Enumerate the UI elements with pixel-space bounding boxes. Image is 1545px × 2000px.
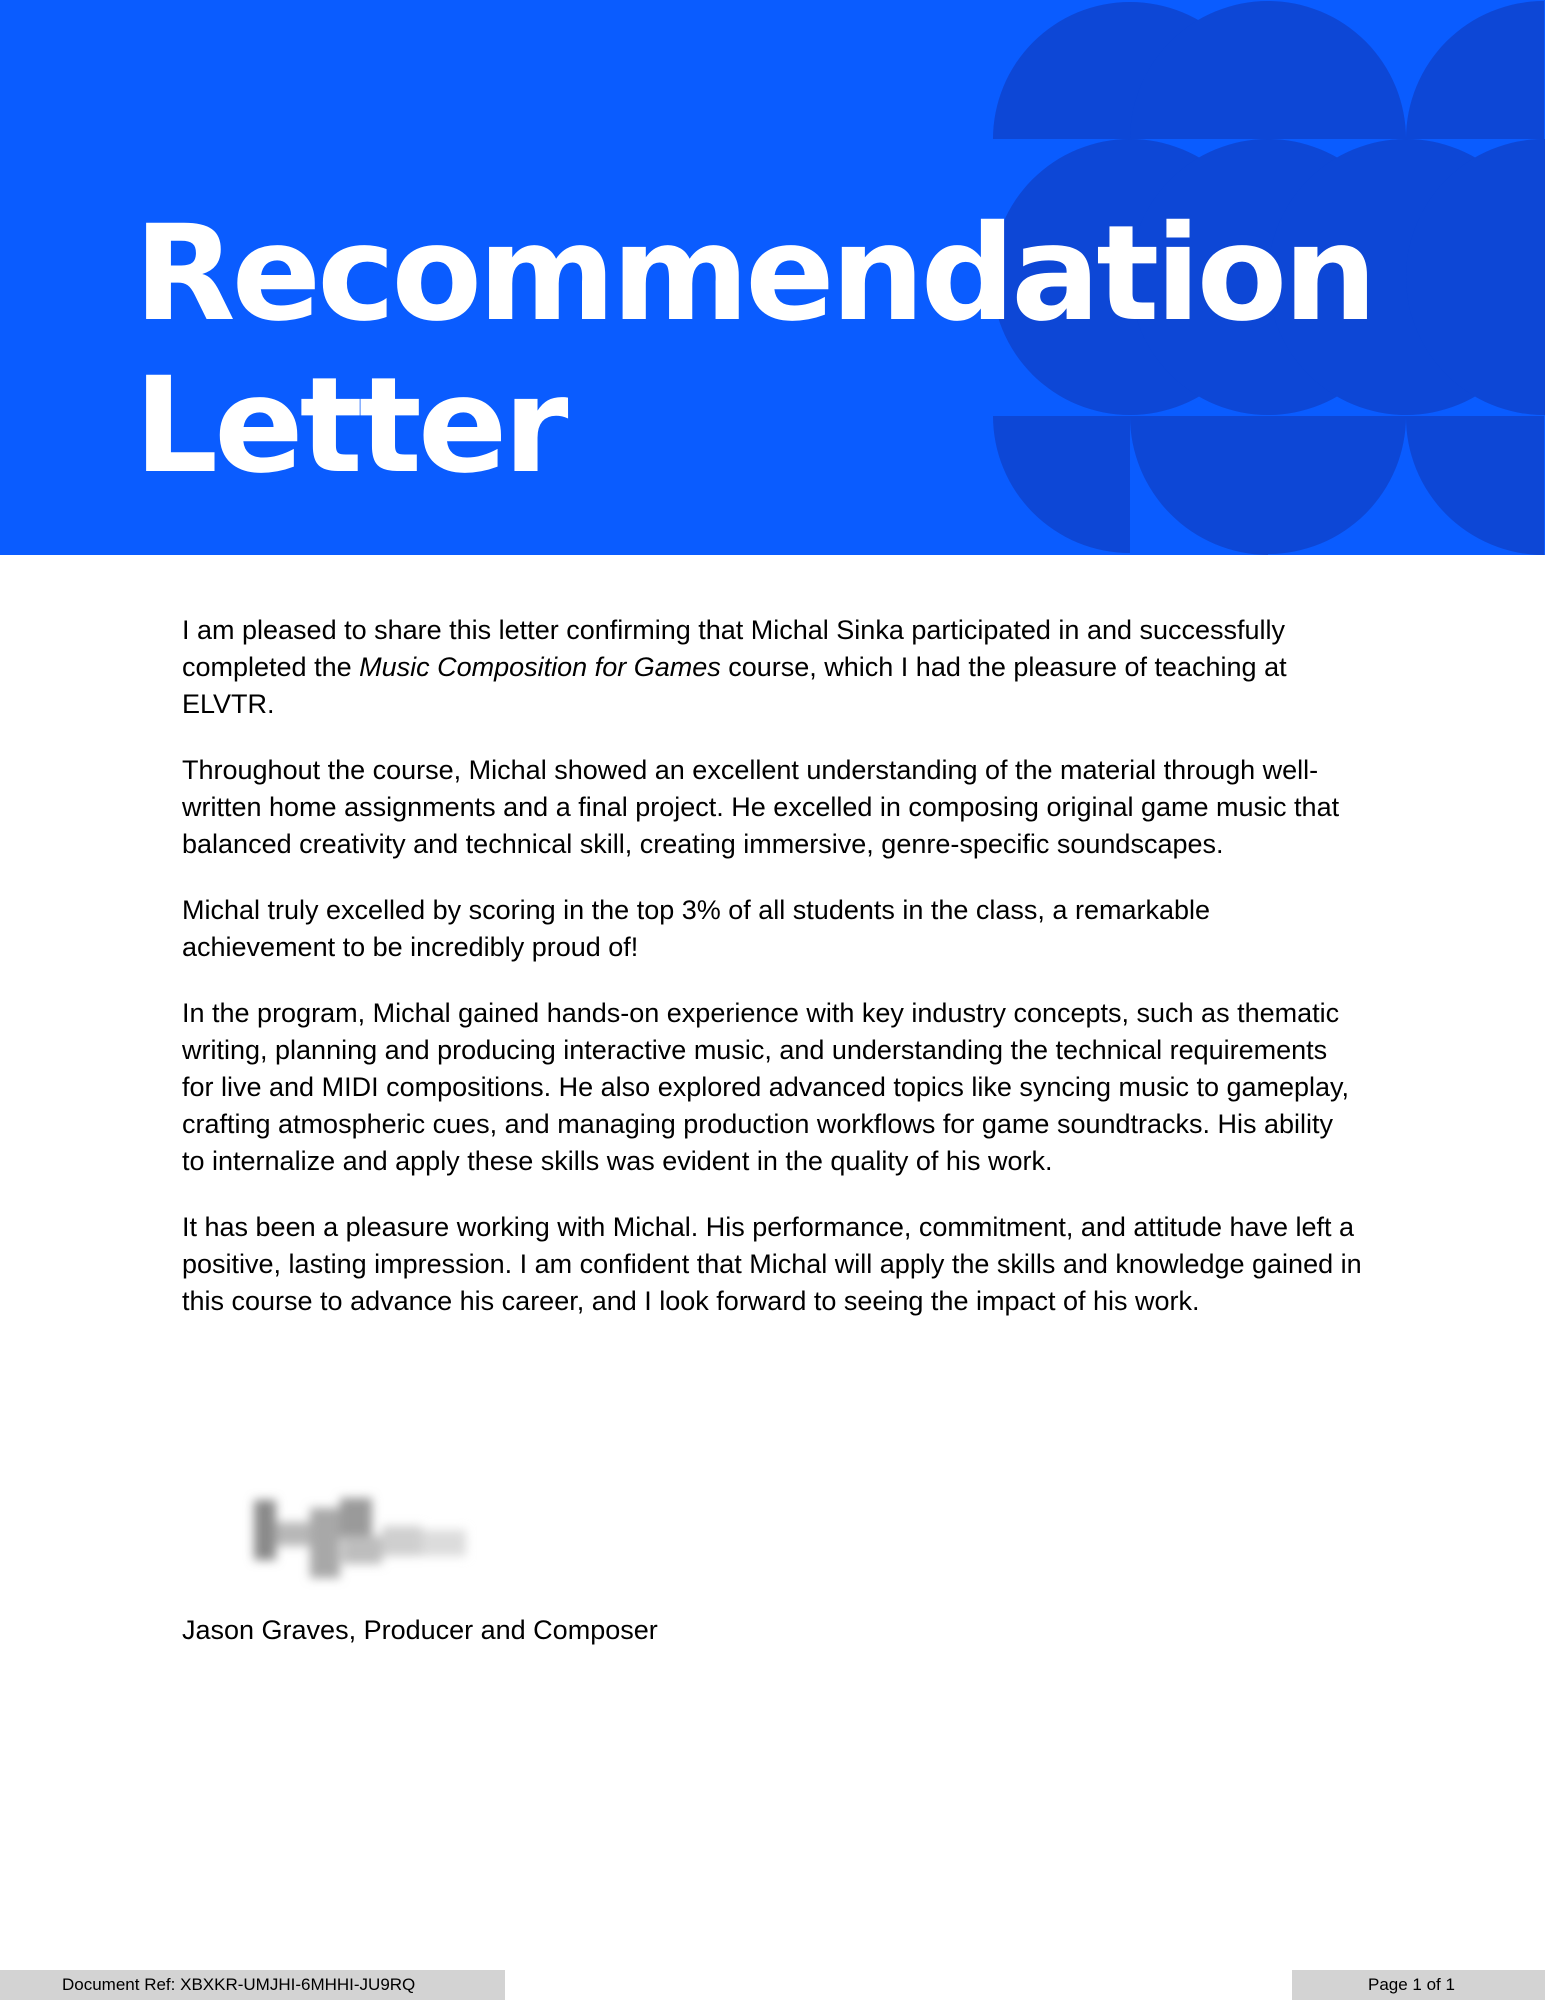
paragraph-4: In the program, Michal gained hands-on experience with key industry concepts, such as thematic writing, planning and producing interactive music, and understanding the technical requirements for live and MIDI compositions. He also explored advanced topics like syncing music to gameplay, crafting atmospheric cues, and managing production workflows for game soundtracks. His ability to internalize and apply these skills was evident in the quality of his work. xyxy=(182,998,1350,1176)
header-banner xyxy=(0,0,1545,555)
course-name: Music Composition for Games xyxy=(359,652,721,682)
page-number: Page 1 of 1 xyxy=(1292,1970,1545,2000)
paragraph-1 xyxy=(182,612,1362,723)
letter-body xyxy=(182,612,1362,1349)
page-title xyxy=(134,198,1373,502)
signature-image xyxy=(230,1478,490,1594)
title-line-1: Recommendation xyxy=(134,197,1374,351)
paragraph-5: It has been a pleasure working with Michal. His performance, commitment, and attitude have left a positive, lasting impression. I am confident that Michal will apply the skills and knowledge gained in this course to advance his career, and I look forward to seeing the impact of his work. xyxy=(182,1212,1362,1316)
paragraph-2: Throughout the course, Michal showed an excellent understanding of the material through well-written home assignments and a final project. He excelled in composing original game music that balanced creativity and technical skill, creating immersive, genre-specific soundscapes. xyxy=(182,755,1340,859)
paragraph-1-end: course, which I had the pleasure of teaching at ELVTR. xyxy=(182,652,1287,719)
paragraph-1-intro: I am pleased to share this letter confirming that Michal Sinka participated in and successfully completed the xyxy=(182,615,1286,682)
signer-name: Jason Graves, Producer and Composer xyxy=(182,1615,658,1645)
document-ref: Document Ref: XBXKR-UMJHI-6MHHI-JU9RQ xyxy=(0,1970,505,2000)
title-line-2: Letter xyxy=(134,349,565,503)
paragraph-3: Michal truly excelled by scoring in the top 3% of all students in the class, a remarkable achievement to be incredibly proud of! xyxy=(182,895,1211,962)
